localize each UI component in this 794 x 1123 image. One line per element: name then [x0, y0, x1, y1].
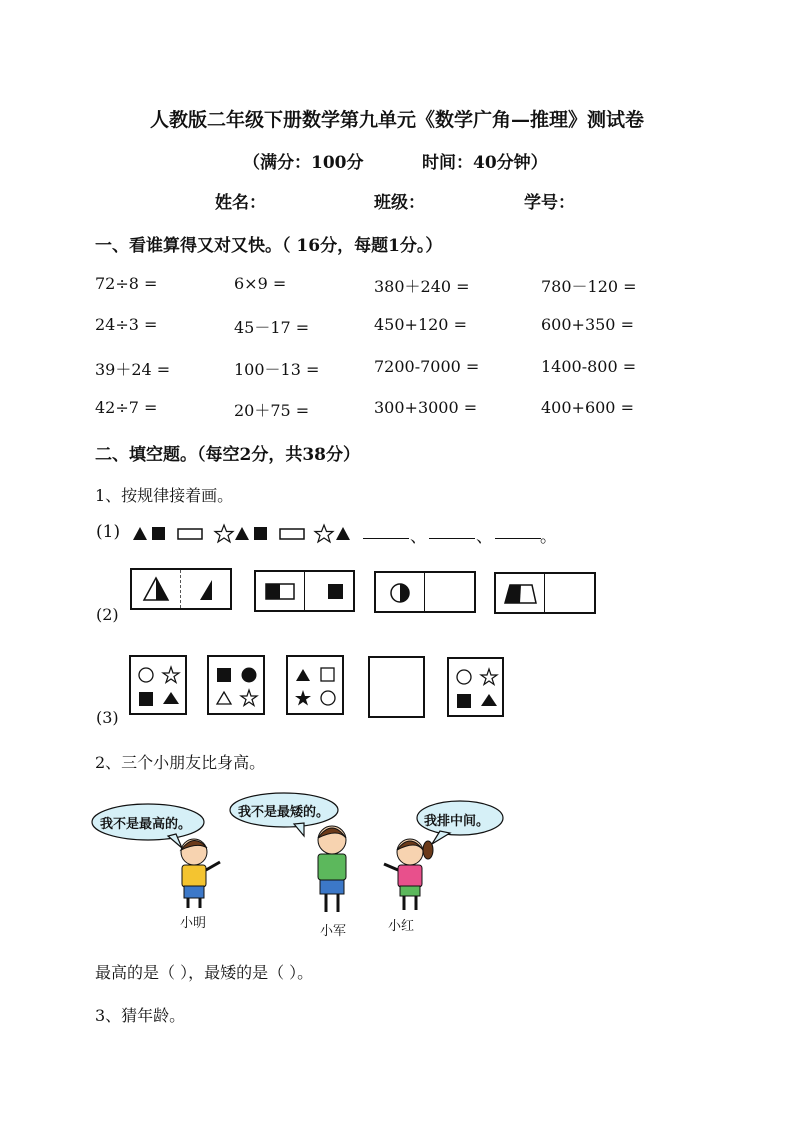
- end-mark: 。: [540, 527, 557, 547]
- name-label-xiaohong: 小红: [388, 919, 415, 934]
- rectangle-icon: [178, 529, 202, 539]
- bubble-text-2: 我不是最矮的。: [238, 805, 330, 820]
- triangle-icon: [133, 527, 147, 540]
- calc-problem[interactable]: 39＋24 =: [95, 360, 171, 379]
- section2-heading: 二、填空题。（每空2分，共38分）: [95, 445, 360, 465]
- q2-text: 2、三个小朋友比身高。: [95, 753, 266, 772]
- q3-text: 3、猜年龄。: [95, 1006, 186, 1025]
- section1-heading: 一、看谁算得又对又快。（ 16分，每题1分。）: [95, 236, 443, 256]
- pattern-box: [129, 655, 187, 715]
- square-icon: [217, 668, 231, 682]
- half-filled-circle-icon: [388, 581, 412, 605]
- answer-blank-3[interactable]: [495, 524, 541, 539]
- time-info: 时间：40分钟）: [422, 153, 548, 173]
- rectangle-icon: [280, 529, 304, 539]
- half-triangle-icon: [198, 578, 218, 602]
- answer-blank-1[interactable]: [363, 524, 409, 539]
- bubble-text-1: 我不是最高的。: [100, 817, 192, 832]
- split-triangle-icon: [142, 576, 172, 604]
- child-xiaoming-icon: [168, 836, 228, 914]
- calc-problem[interactable]: 380＋240 =: [374, 277, 470, 296]
- pattern-box: [254, 570, 355, 612]
- q2-answer-line[interactable]: 最高的是（ ），最矮的是（ ）。: [95, 963, 314, 982]
- pattern-box: [130, 568, 232, 610]
- triangle-icon: [336, 527, 350, 540]
- calc-problem[interactable]: 6×9 =: [234, 274, 287, 293]
- circle-icon: [242, 668, 257, 683]
- star-icon: [295, 690, 311, 706]
- bubble-text-3: 我排中间。: [424, 814, 490, 829]
- p3-label: (3): [96, 708, 119, 727]
- square-icon: [326, 582, 346, 602]
- p2-label: (2): [96, 605, 119, 624]
- triangle-icon: [296, 669, 310, 681]
- calc-problem[interactable]: 42÷7 =: [95, 398, 158, 417]
- triangle-icon: [481, 694, 497, 706]
- answer-box[interactable]: [368, 656, 425, 718]
- triangle-icon: [163, 692, 179, 704]
- star-icon: [215, 525, 233, 542]
- square-icon: [457, 694, 471, 708]
- star-icon: [163, 667, 179, 683]
- id-label: 学号：: [524, 193, 575, 213]
- answer-blank-2[interactable]: [429, 524, 475, 539]
- name-label: 姓名：: [215, 193, 266, 213]
- score-info: （满分：100分: [243, 153, 364, 173]
- square-icon: [254, 527, 267, 540]
- square-icon: [152, 527, 165, 540]
- circle-icon: [457, 670, 471, 684]
- half-filled-rectangle-icon: [264, 582, 296, 602]
- calc-problem[interactable]: 24÷3 =: [95, 315, 158, 334]
- calc-problem[interactable]: 400+600 =: [541, 398, 634, 417]
- calc-problem[interactable]: 600+350 =: [541, 315, 634, 334]
- calc-problem[interactable]: 72÷8 =: [95, 274, 158, 293]
- star-icon: [241, 690, 257, 706]
- calc-problem[interactable]: 300+3000 =: [374, 398, 478, 417]
- calc-problem[interactable]: 45－17 =: [234, 318, 310, 337]
- name-label-xiaojun: 小军: [320, 924, 347, 939]
- page-title: 人教版二年级下册数学第九单元《数学广角—推理》测试卷: [149, 109, 644, 131]
- calc-problem[interactable]: 1400-800 =: [541, 357, 637, 376]
- p1-label: (1): [96, 522, 121, 542]
- child-xiaojun-icon: [304, 824, 360, 920]
- pattern-sequence: [130, 522, 360, 544]
- sep-2: 、: [476, 527, 493, 547]
- star-icon: [315, 525, 333, 542]
- circle-icon: [321, 691, 335, 705]
- triangle-icon: [217, 692, 231, 704]
- calc-problem[interactable]: 20＋75 =: [234, 401, 310, 420]
- class-label: 班级：: [374, 193, 425, 213]
- calc-problem[interactable]: 100－13 =: [234, 360, 320, 379]
- square-icon: [321, 668, 334, 681]
- pattern-box: [374, 571, 476, 613]
- sep-1: 、: [410, 527, 427, 547]
- circle-icon: [139, 668, 153, 682]
- triangle-icon: [235, 527, 249, 540]
- calc-problem[interactable]: 450+120 =: [374, 315, 467, 334]
- pattern-box: [447, 657, 504, 717]
- pattern-box: [494, 572, 596, 614]
- half-filled-trapezoid-icon: [502, 582, 538, 606]
- name-label-xiaoming: 小明: [180, 916, 207, 931]
- calc-problem[interactable]: 780－120 =: [541, 277, 637, 296]
- calc-problem[interactable]: 7200-7000 =: [374, 357, 480, 376]
- star-icon: [481, 669, 497, 685]
- child-xiaohong-icon: [378, 836, 440, 916]
- pattern-box: [286, 655, 344, 715]
- pattern-box: [207, 655, 265, 715]
- square-icon: [139, 692, 153, 706]
- q1-text: 1、按规律接着画。: [95, 486, 234, 505]
